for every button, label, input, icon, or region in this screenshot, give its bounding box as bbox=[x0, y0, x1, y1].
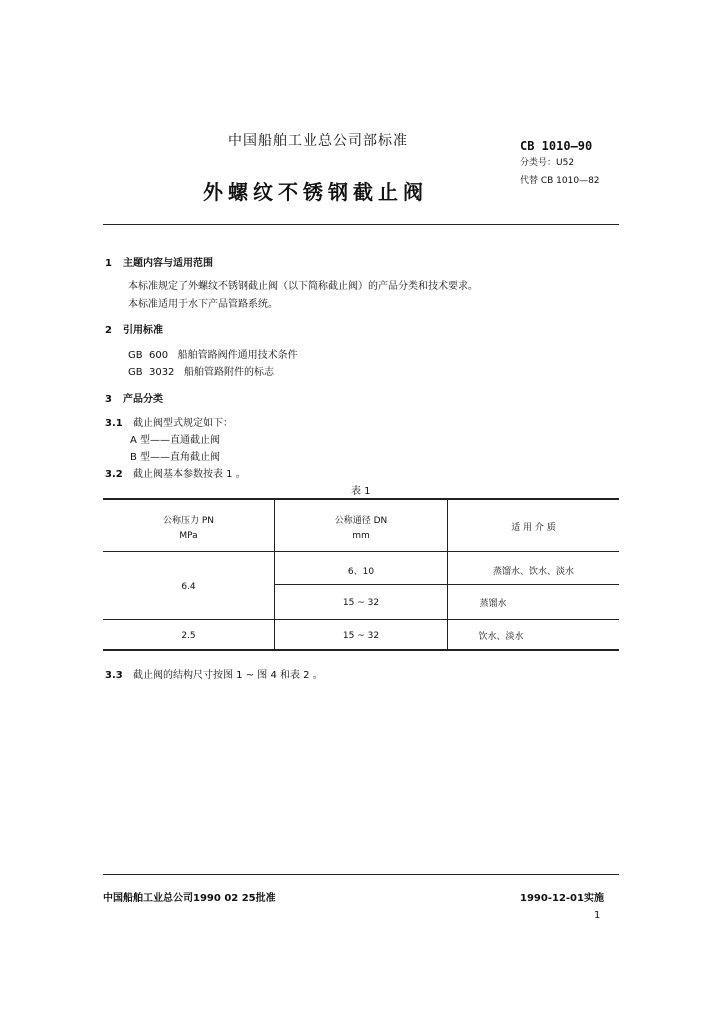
cell-dn: 15 ~ 32 bbox=[342, 598, 380, 608]
header-pn-unit: MPa bbox=[179, 531, 198, 541]
table-header-rule bbox=[103, 551, 619, 552]
section-1-paragraph-1: 本标准规定了外螺纹不锈钢截止阀（以下简称截止阀）的产品分类和技术要求。 bbox=[128, 281, 478, 292]
header-pn-name: 公称压力 PN bbox=[162, 516, 215, 526]
issuing-organization: 中国船舶工业总公司部标准 bbox=[228, 133, 408, 149]
section-number: 2 bbox=[105, 325, 112, 336]
cell-dn: 6、10 bbox=[347, 567, 375, 577]
clause-3-2 bbox=[105, 465, 246, 480]
section-2-heading bbox=[105, 321, 163, 336]
table-top-border bbox=[103, 498, 619, 500]
cell-medium: 蒸馏水、饮水、淡水 bbox=[492, 567, 574, 577]
section-title: 引用标准 bbox=[123, 325, 163, 336]
clause-number: 3.2 bbox=[105, 469, 123, 480]
section-title: 产品分类 bbox=[123, 394, 163, 405]
section-1-heading bbox=[105, 254, 213, 269]
cell-medium: 饮水、淡水 bbox=[478, 632, 524, 642]
cell-pn: 2.5 bbox=[181, 631, 196, 641]
approval-date: 中国船舶工业总公司1990 02 25批准 bbox=[103, 893, 276, 904]
section-number: 3 bbox=[105, 394, 112, 405]
header-dn-unit: mm bbox=[352, 531, 370, 541]
section-number: 1 bbox=[105, 258, 112, 269]
header-rule bbox=[103, 224, 619, 225]
clause-text: 截止阀型式规定如下： bbox=[133, 418, 233, 429]
parameter-table bbox=[103, 498, 619, 650]
header-dn-name: 公称通径 DN bbox=[334, 516, 388, 526]
section-1-paragraph-2: 本标准适用于水下产品管路系统。 bbox=[128, 299, 278, 310]
reference-gb3032: GB 3032 船舶管路附件的标志 bbox=[128, 367, 274, 378]
table-bottom-border bbox=[103, 649, 619, 651]
type-b: B 型——直角截止阀 bbox=[130, 452, 221, 463]
clause-number: 3.1 bbox=[105, 418, 123, 429]
cell-medium: 蒸馏水 bbox=[479, 599, 507, 609]
clause-text: 截止阀基本参数按表 1 。 bbox=[133, 469, 246, 480]
section-3-heading bbox=[105, 390, 163, 405]
type-a: A 型——直通截止阀 bbox=[130, 435, 221, 446]
footer-rule bbox=[103, 874, 619, 875]
table-caption: 表 1 bbox=[351, 486, 371, 497]
replaces-standard: 代替 CB 1010—82 bbox=[520, 176, 600, 186]
page-number: 1 bbox=[594, 910, 601, 921]
standard-code: CB 1010—90 bbox=[520, 139, 593, 153]
clause-3-3 bbox=[105, 666, 323, 681]
document-title: 外螺纹不锈钢截止阀 bbox=[203, 180, 428, 204]
table-row-rule bbox=[103, 619, 619, 620]
header-medium: 适 用 介 质 bbox=[511, 523, 556, 533]
cell-dn: 15 ~ 32 bbox=[342, 631, 380, 641]
classification-number: 分类号：U52 bbox=[520, 158, 575, 168]
cell-pn: 6.4 bbox=[181, 582, 196, 592]
clause-3-1 bbox=[105, 414, 233, 429]
effective-date: 1990-12-01实施 bbox=[520, 893, 604, 904]
clause-text: 截止阀的结构尺寸按图 1 ~ 图 4 和表 2 。 bbox=[133, 670, 323, 681]
clause-number: 3.3 bbox=[105, 670, 123, 681]
section-title: 主题内容与适用范围 bbox=[123, 258, 213, 269]
reference-gb600: GB 600 船舶管路阀件通用技术条件 bbox=[128, 350, 298, 361]
